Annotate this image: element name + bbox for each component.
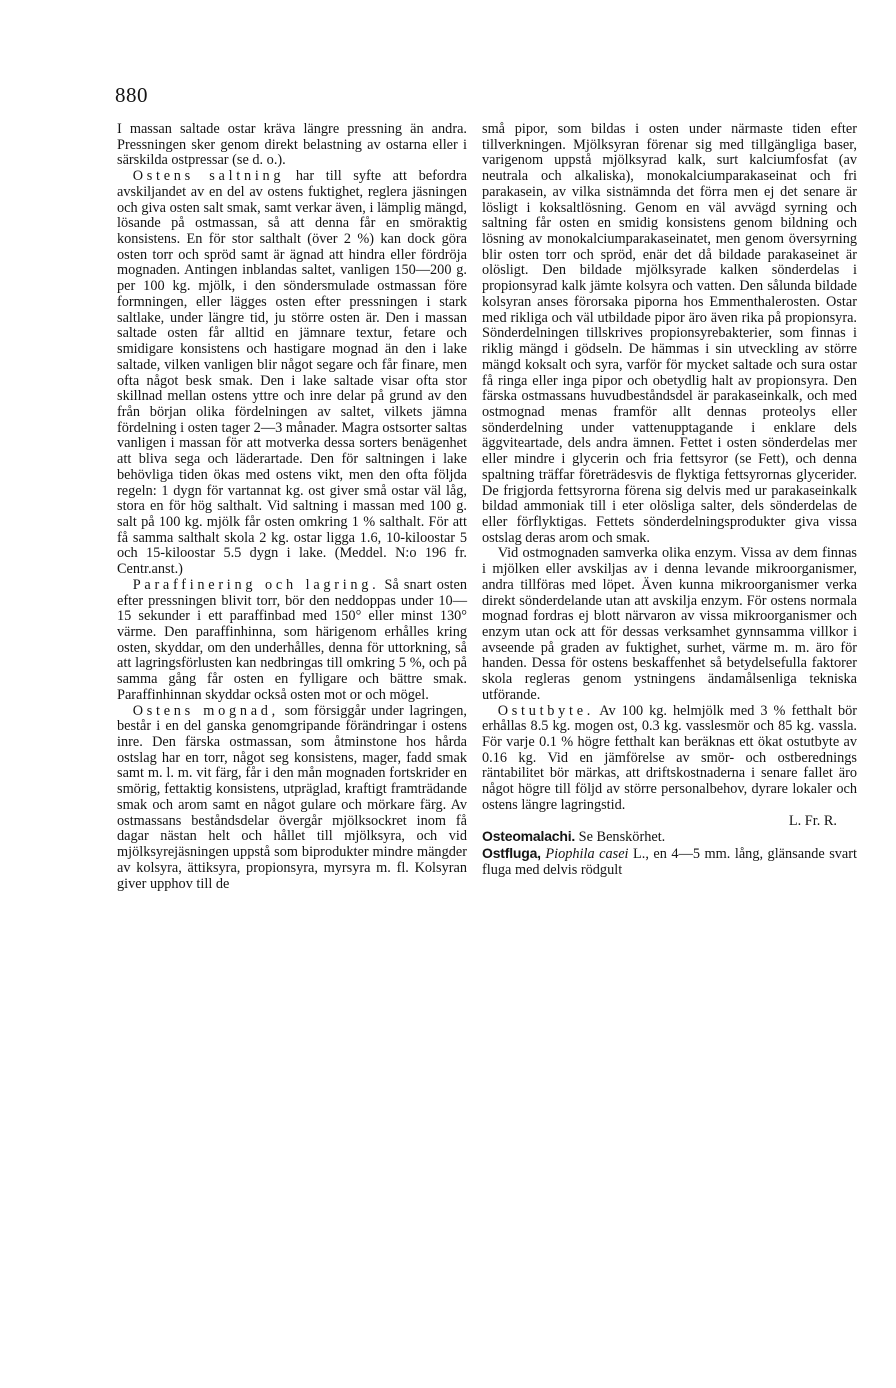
entry-ostfluga bbox=[482, 846, 857, 878]
ripening-text: som försiggår under lagringen, består i en del ganska genomgripande förändringar i ostens inre. Den färska ostmassan, som åtminstone hos hårda ostslag har en torr, något seg konsistens, mager, fadd smak samt m. l. m. vit färg, får i den mån mognaden fortskrider en smörig, fettaktig konsistens, utpräglad, kraftigt framträdande smak och arom samt en något gulare och mörkare färg. Av ostmassans beståndsdelar övergår mjölksockret inom få dagar nästan helt och hållet till mjölksyra, och vid mjölksyrejäsningen uppstå som biprodukter mindre mängder av kolsyra, ättiksyra, propionsyra, myrsyra m. fl. Kolsyran giver upphov till de bbox=[117, 702, 467, 892]
heading-yield: Ostutbyte. bbox=[497, 702, 595, 719]
page-number: 880 bbox=[115, 83, 148, 107]
heading-ripening: Ostens mognad, bbox=[132, 702, 279, 719]
paragraph-salting bbox=[117, 169, 467, 578]
paragraph-ripening bbox=[117, 704, 467, 893]
heading-salting: Ostens saltning bbox=[132, 168, 285, 185]
entry-ostfluga-latin: Piophila casei bbox=[545, 846, 629, 863]
heading-paraffin: Paraffinering och lagring. bbox=[132, 576, 380, 593]
right-column bbox=[482, 122, 857, 879]
entry-osteomalachi-text: Se Benskörhet. bbox=[575, 829, 666, 846]
paragraph-pressing: I massan saltade ostar kräva längre pressning än andra. Pressningen sker genom direkt belastning av ostarna eller i särskilda ostpressar (se d. o.). bbox=[117, 121, 467, 169]
yield-text: Av 100 kg. helmjölk med 3 % fetthalt bör erhållas 8.5 kg. mogen ost, 0.3 kg. vasslesmör och 85 kg. vassla. För varje 0.1 % högre fetthalt kan beräknas ett ökat ostutbyte av 0.16 kg. Vid en jämförelse av smör- och ostberednings räntabilitet bör märkas, att driftskostnaderna i senare fallet äro något högre till följd av större personalbehov, dyrare lokaler och ostens längre lagringstid. bbox=[482, 702, 857, 813]
entry-osteomalachi bbox=[482, 829, 857, 846]
salting-text: har till syfte att befordra avskiljandet av en del av ostens fuktighet, reglera jäsningen och giva osten salt smak, samt verkar även, i lämplig mängd, lösande på ostmassan, så att denna får en smöraktig konsistens. En för stor salthalt (över 2 %) kan dock göra osten torr och spröd samt är ägnad att hindra eller fördröja mognaden. Antingen inblandas saltet, vanligen 150—200 g. per 100 kg. mjölk, i den söndersmulade ostmassan före formningen, eller lägges osten efter pressningen i stark saltlake, under längre tid, ju större osten är. Den i massan saltade osten får alltid en jämnare textur, fetare och smidigare konsistens och hastigare mognad än den i lake saltade, vilken vanligen blir något segare och får finare, men ofta något besk smak. Den i lake saltade visar ofta stor skillnad mellan ostens yttre och inre delar på grund av den från början olika fördelningen av saltet, vilkets jämna fördelning i osten tager 2—3 månader. Magra ostsorter saltas vanligen i massan för att motverka dessa sorters benägenhet att bliva sega och läderartade. Den för saltningen i lake behövliga tiden ökas med ostens vikt, men den ofta följda regeln: 1 dygn för vartannat kg. ost giver små ostar väl låg, stora en för hög salthalt. Vid saltning i massan med 100 g. salt på 100 kg. mjölk får osten omkring 1 % salthalt. För att få samma salthalt skola 2 kg. ostar ligga 1.6, 10-kiloostar 5 och 15-kiloostar 5.5 dygn i lake. (Meddel. N:o 196 fr. Centr.anst.) bbox=[117, 168, 467, 578]
author-signature: L. Fr. R. bbox=[788, 812, 837, 829]
entry-ostfluga-head: Ostfluga, bbox=[482, 845, 541, 862]
paraffin-text: Så snart osten efter pressningen blivit torr, bör den neddoppas under 10—15 sekunder i ett paraffinbad med 150° eller minst 130° värme. Den paraffinhinna, som härigenom erhålles kring osten, skyddar, om den underhålles, denna för uttorkning, så att lagringsförlusten kan nedbringas till omkring 5 %, och på samma gång får osten en fylligare och bättre smak. Paraffinhinnan skyddar också osten mot or och mögel. bbox=[117, 576, 467, 703]
paragraph-ripening-continued: små pipor, som bildas i osten under närmaste tiden efter tillverkningen. Mjölksyran förenar sig med tillgängliga baser, varigenom uppstå mjölksyrad kalk, surt kalciumfosfat (av neutrala och alkaliska), monokalciumparakaseinat och fri parakasein, av vilka sistnämnda det förra men ej det senare är lösligt i koksaltlösning. Genom en väl avvägd syrning och saltning får osten en smidig konsistens genom bildning och lösning av monokalciumparakaseinatet, men genom översyrning blir osten torr och spröd, enär det då bildade parakaseinet är olösligt. Den bildade mjölksyrade kalken sönderdelas i propionsyrad kalk jämte kolsyra och vatten. Den sålunda bildade kolsyran anses förorsaka piporna hos Emmenthalerosten. Ostar med rikliga och väl utbildade pipor äro även rika på propionsyra. Sönderdelningen tillskrives propionsyrebakterier, som finnas i riklig mängd i gödseln. De hämmas i sin utveckling av större mängd koksalt och syra, varför för mycket saltade och sura ostar få ringa eller inga pipor och obetydlig halt av propionsyra. Den färska ostmassans huvudbeståndsdel är parakaseinkalk, och med ostmognad menas framför allt dennas proteolys eller sönderdelning under vattenupptagande i enklare dels äggviteartade, dels andra ämnen. Fettet i osten sönderdelas mer eller mindre i glycerin och fria fettsyror (se Fett), och denna spaltning träffar företrädesvis de flyktiga fettsyrornas glycerider. De frigjorda fettsyrorna förena sig delvis med ur parakaseinkalk bildad ammoniak till i eter olösliga salter, dels sönderdelas de eller förflyktigas. Fettets sönderdelningsprodukter giva vissa ostslag deras arom och smak. bbox=[482, 121, 857, 546]
entry-ostfluga-text: L., en 4—5 mm. lång, glänsande svart fluga med delvis rödgult bbox=[482, 846, 858, 878]
paragraph-yield bbox=[482, 704, 857, 814]
entry-osteomalachi-head: Osteomalachi. bbox=[482, 828, 576, 845]
left-column bbox=[117, 122, 467, 892]
paragraph-enzymes: Vid ostmognaden samverka olika enzym. Vissa av dem finnas i mjölken eller avskiljas av i denna levande mikroorganismer, andra tillföras med löpet. Även kunna mikroorganismer verka direkt sönderdelande utan att avskilja enzym. För ostens normala mognad fordras ej blott närvaron av vissa mikroorganismer och enzym utan ock att för dessas verksamhet gynnsamma villkor i avseende på graden av fuktighet, surhet, värme m. m. äro för handen. Dessa för ostens beskaffenhet så betydelsefulla faktorer skola regleras genom ystningens ändamålsenliga tekniska utförande. bbox=[482, 545, 857, 703]
paragraph-paraffin bbox=[117, 578, 467, 704]
